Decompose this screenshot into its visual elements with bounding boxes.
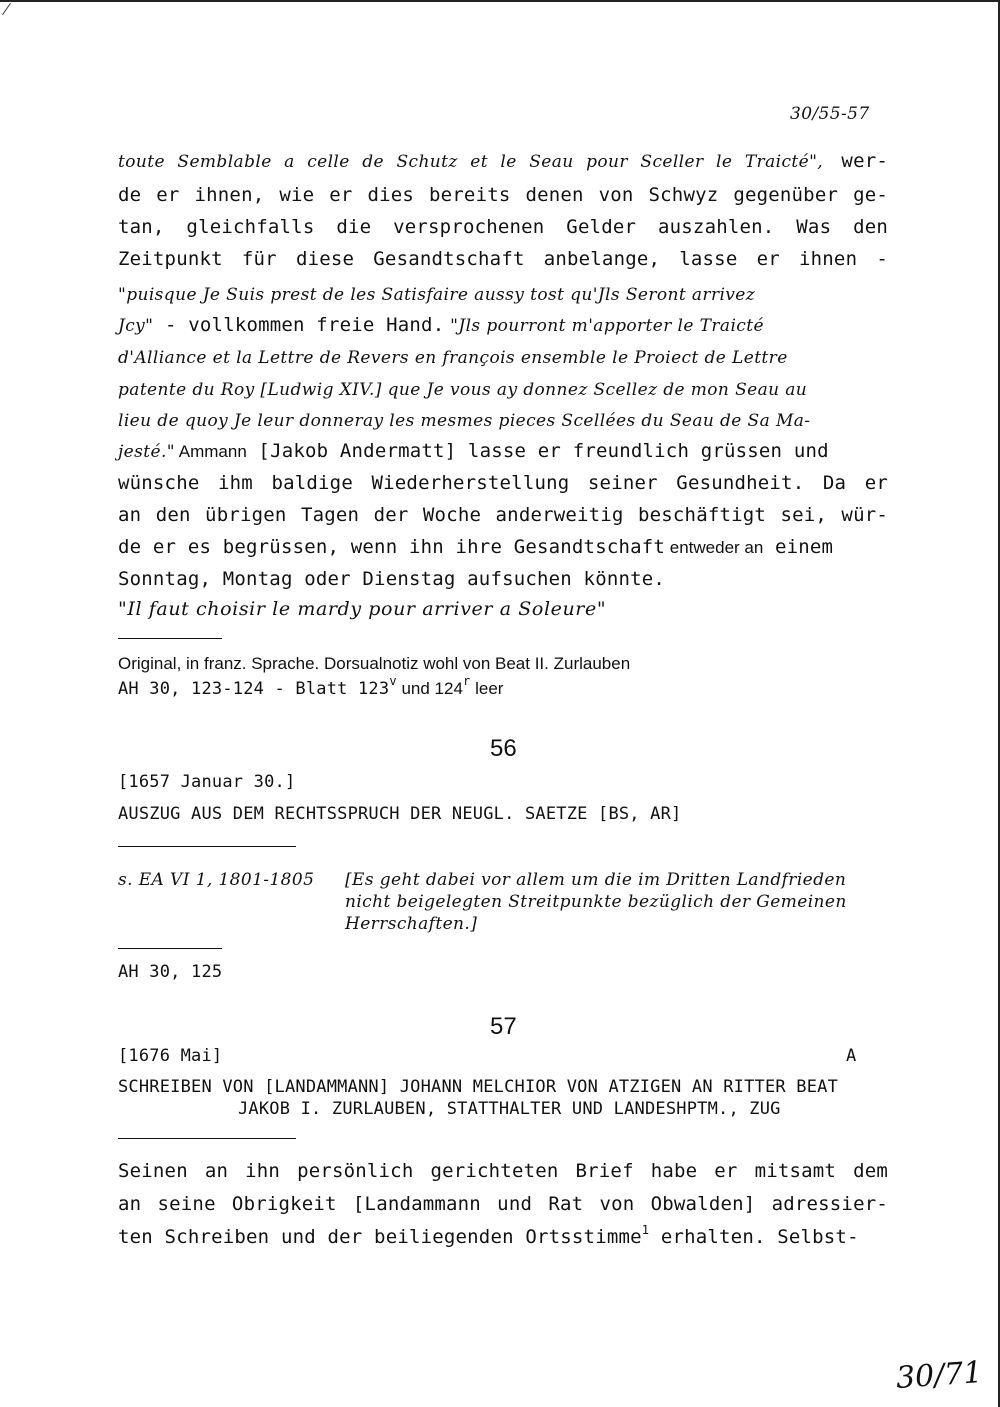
continuation-line-9 bbox=[118, 409, 888, 431]
entry-57-title-line-1: SCHREIBEN VON [LANDAMMANN] JOHANN MELCHIOR VON ATZIGEN AN RITTER BEAT bbox=[118, 1077, 839, 1097]
text-fragment: ten Schreiben und der beiliegenden Ortsstimme bbox=[118, 1226, 642, 1248]
quote-fragment: toute Semblable a celle de Schutz et le Seau pour Sceller le Traicté", bbox=[118, 152, 824, 172]
continuation-line-10 bbox=[118, 440, 888, 462]
entry-56-reference-note-3 bbox=[345, 912, 477, 934]
handwritten-note bbox=[118, 598, 888, 620]
entry-56-rule-1 bbox=[118, 846, 296, 847]
text-fragment: wer- bbox=[823, 150, 888, 172]
continuation-line-6 bbox=[118, 314, 888, 336]
entry-56-source: AH 30, 125 bbox=[118, 962, 223, 982]
quote-fragment: lieu de quoy Je leur donneray les mesmes pieces Scellées du Seau de Sa Ma- bbox=[118, 411, 811, 431]
continuation-line-7 bbox=[118, 346, 888, 368]
corner-mark bbox=[2, 3, 11, 15]
entry-57-body-line-3 bbox=[118, 1223, 888, 1248]
entry-57-date: [1676 Mai] bbox=[118, 1046, 223, 1066]
quote-fragment: patente du Roy [Ludwig XIV.] que Je vous ay donnez Scellez de mon Seau au bbox=[118, 380, 808, 400]
entry-56-rule-2 bbox=[118, 948, 222, 949]
superscript: r bbox=[462, 674, 471, 688]
page-reference bbox=[790, 102, 870, 124]
continuation-line-4: Zeitpunkt für diese Gesandtschaft anbelange, lasse er ihnen - bbox=[118, 248, 888, 270]
continuation-line-14: Sonntag, Montag oder Dienstag aufsuchen könnte. bbox=[118, 568, 666, 590]
text-fragment: [Jakob Andermatt] lasse er freundlich grüssen und bbox=[246, 440, 829, 462]
entry-56-reference bbox=[118, 868, 314, 890]
entry-56-date: [1657 Januar 30.] bbox=[118, 772, 296, 792]
text-fragment: und 124 bbox=[396, 679, 463, 698]
folio-handwritten-mark: 30/71 bbox=[894, 1355, 984, 1396]
source-note-line-2 bbox=[118, 674, 504, 699]
text-fragment: einem bbox=[763, 536, 834, 558]
entry-number-56: 56 bbox=[490, 735, 517, 762]
reference-prefix: s. EA VI 1, 1801-1805 bbox=[118, 870, 315, 890]
quote-fragment: Jcy" bbox=[118, 316, 154, 336]
entry-number-57: 57 bbox=[490, 1013, 517, 1040]
superscript: v bbox=[389, 674, 397, 688]
continuation-line-1 bbox=[118, 150, 888, 172]
quote-fragment: "puisque Je Suis prest de les Satisfaire aussy tost qu'Jls Seront arrivez bbox=[118, 285, 756, 305]
footnote-marker: 1 bbox=[641, 1223, 650, 1237]
continuation-line-8 bbox=[118, 378, 888, 400]
entry-57-rule bbox=[118, 1138, 296, 1139]
continuation-line-2: de er ihnen, wie er dies bereits denen von Schwyz gegenüber ge- bbox=[118, 184, 888, 206]
entry-56-reference-note-2 bbox=[345, 890, 847, 912]
entry-57-body-line-2: an seine Obrigkeit [Landammann und Rat von Obwalden] adressier- bbox=[118, 1193, 888, 1215]
entry-57-body-line-1: Seinen an ihn persönlich gerichteten Brief habe er mitsamt dem bbox=[118, 1160, 888, 1182]
text-fragment: erhalten. Selbst- bbox=[649, 1226, 859, 1248]
text-fragment: AH 30, 123-124 - Blatt 123 bbox=[118, 679, 390, 699]
quote-fragment: "Jls pourront m'apporter le Traicté bbox=[444, 316, 764, 336]
text-fragment: entweder an bbox=[665, 538, 764, 557]
text-fragment: - vollkommen freie Hand. bbox=[153, 314, 445, 336]
entry-56-reference-note-1 bbox=[345, 868, 846, 890]
footnote-rule bbox=[118, 638, 222, 639]
source-note-line-1: Original, in franz. Sprache. Dorsualnotiz wohl von Beat II. Zurlauben bbox=[118, 654, 631, 673]
text-fragment: de er es begrüssen, wenn ihn ihre Gesandtschaft bbox=[118, 536, 666, 558]
continuation-line-3: tan, gleichfalls die versprochenen Gelder auszahlen. Was den bbox=[118, 216, 888, 238]
entry-57-title-line-2: JAKOB I. ZURLAUBEN, STATTHALTER UND LANDESHPTM., ZUG bbox=[238, 1099, 781, 1119]
page-reference-text: 30/55-57 bbox=[790, 104, 870, 124]
entry-56-title: AUSZUG AUS DEM RECHTSSPRUCH DER NEUGL. SAETZE [BS, AR] bbox=[118, 804, 682, 824]
reference-note: [Es geht dabei vor allem um die im Dritten Landfrieden bbox=[345, 870, 847, 890]
continuation-line-13 bbox=[118, 536, 888, 558]
reference-note: Herrschaften.] bbox=[345, 914, 478, 934]
handwritten-text: "Il faut choisir le mardy pour arriver a Soleure" bbox=[118, 598, 607, 620]
continuation-line-12: an den übrigen Tagen der Woche anderweitig beschäftigt sei, wür- bbox=[118, 504, 888, 526]
quote-fragment: jesté." bbox=[118, 442, 175, 462]
continuation-line-11: wünsche ihm baldige Wiederherstellung seiner Gesundheit. Da er bbox=[118, 472, 888, 494]
entry-57-marker: A bbox=[846, 1046, 857, 1066]
reference-note: nicht beigelegten Streitpunkte bezüglich der Gemeinen bbox=[345, 892, 847, 912]
text-fragment: leer bbox=[470, 679, 504, 698]
text-fragment: Ammann bbox=[174, 442, 247, 461]
continuation-line-5 bbox=[118, 283, 888, 305]
page-edge-top bbox=[0, 0, 1000, 2]
quote-fragment: d'Alliance et la Lettre de Revers en françois ensemble le Proiect de Lettre bbox=[118, 348, 788, 368]
